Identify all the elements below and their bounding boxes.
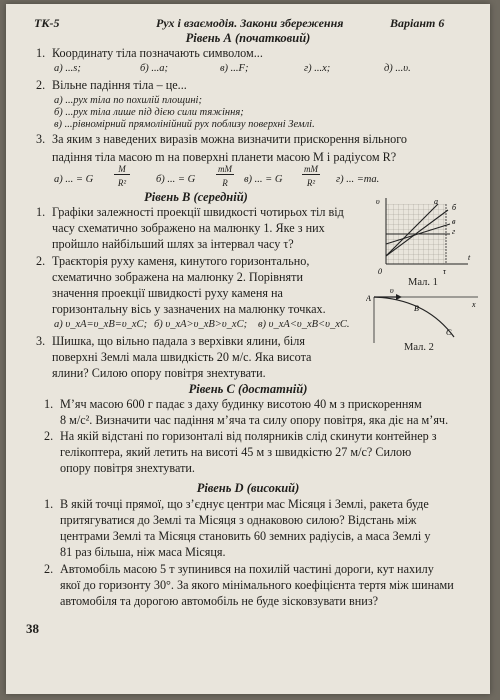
option-a1-a: а) ...s; xyxy=(54,63,81,74)
fraction-a-den: R² xyxy=(117,178,127,188)
fig2-label-b: B xyxy=(414,304,419,313)
option-a3-d: г) ... =ma. xyxy=(336,174,380,185)
level-b-title: Рівень В (середній) xyxy=(144,190,248,204)
worksheet-page xyxy=(6,4,490,694)
question-b3-line1: 3. Шишка, що вільно падала з верхівки ялини, біля xyxy=(36,334,305,348)
question-b3-line2: поверхні Землі мала швидкість 20 м/с. Яка висота xyxy=(52,350,312,364)
worksheet-topic: Рух і взаємодія. Закони збереження xyxy=(156,16,344,30)
level-d-title: Рівень D (високий) xyxy=(196,481,300,495)
question-a1: 1. Координату тіла позначають символом... xyxy=(36,46,263,60)
question-b3-line3: ялини? Силою опору повітря знехтувати. xyxy=(52,366,266,380)
fig1-label-b: б xyxy=(452,203,457,212)
question-d2-line1: 2. Автомобіль масою 5 т зупинився на похилій частині дороги, кут нахилу xyxy=(44,562,434,576)
question-c2-line1: 2. На якій відстані по горизонталі від полярників слід скинути контейнер з xyxy=(44,429,437,443)
fig1-label-a: а xyxy=(434,197,438,206)
figure-1-graph xyxy=(368,194,478,284)
level-c-title: Рівень С (достатній) xyxy=(188,382,308,396)
question-d2-line3: автомобіля та дорогою автомобіль не буде зісковзувати вниз? xyxy=(60,594,379,608)
question-b2-line1: 2. Траєкторія руху каменя, кинутого горизонтально, xyxy=(36,254,310,268)
fig2-v-label: υ xyxy=(390,287,394,295)
figure-2-graph xyxy=(366,287,481,345)
fig1-x-label: t xyxy=(468,253,471,262)
question-b1-line1: 1. Графіки залежності проекції швидкості чотирьох тіл від xyxy=(36,205,344,219)
option-a3-a: а) ... = G xyxy=(54,174,94,185)
fig2-label-c: C xyxy=(446,328,452,337)
fraction-c-num: mM xyxy=(304,164,318,174)
question-b1-line2: часу схематично зображено на малюнку 1. Яке з них xyxy=(52,221,325,235)
question-d1-line2: притягуватися до Землі та Місяця з однаковою силою? Відстань між xyxy=(60,513,417,527)
question-a2: 2. Вільне падіння тіла – це... xyxy=(36,78,187,92)
fig2-label-a: A xyxy=(366,294,371,303)
option-a2-b: б) ...рух тіла лише під дією сили тяжіння; xyxy=(54,107,244,118)
fraction-a-num: M xyxy=(114,164,130,175)
fig1-label-d: г xyxy=(452,227,456,236)
option-a3-c: в) ... = G xyxy=(244,174,283,185)
option-a2-a: а) ...рух тіла по похилій площині; xyxy=(54,95,202,106)
question-d2-line2: якої до горизонту 30°. За якого мінімального коефіцієнта тертя між шинами xyxy=(60,578,454,592)
question-c2-line2: гелікоптера, який летить на висоті 45 м з швидкістю 27 м/с? Силою xyxy=(60,445,412,459)
fig2-x-label: x xyxy=(472,300,476,309)
fig1-y-label: υ xyxy=(376,197,380,206)
question-c1-line1: 1. М’яч масою 600 г падає з даху будинку висотою 40 м з прискоренням xyxy=(44,397,422,411)
question-b2-line2: схематично зображена на малюнку 2. Порівняти xyxy=(52,270,304,284)
question-d1-line1: 1. В якій точці прямої, що з’єднує центри мас Місяця і Землі, ракета буде xyxy=(44,497,429,511)
question-b2-line3: значення проекції швидкості руху каменя на xyxy=(52,286,283,300)
figure-1-caption: Мал. 1 xyxy=(408,277,438,288)
fig2-trajectory xyxy=(374,297,454,337)
option-b2-a: а) υ_xA=υ_xB=υ_xC; xyxy=(54,319,148,330)
worksheet-code: ТК-5 xyxy=(34,16,60,30)
option-a1-e: д) ...υ. xyxy=(384,63,411,74)
question-b2-line4: горизонтальну вісь у зазначених на малюнку точках. xyxy=(52,302,326,316)
fraction-b-den: R xyxy=(222,178,228,188)
fig1-origin-label: 0 xyxy=(378,267,382,276)
fig2-arrow-head xyxy=(396,294,402,300)
option-b2-b: б) υ_xA>υ_xB>υ_xC; xyxy=(154,319,248,330)
question-c2-line3: опору повітря знехтувати. xyxy=(60,461,195,475)
level-a-title: Рівень А (початковий) xyxy=(185,31,311,45)
question-b1-line3: пройшло найбільший шлях за інтервал часу τ? xyxy=(52,237,294,251)
fig1-label-c: в xyxy=(452,217,456,226)
question-a3-line1: 3. За яким з наведених виразів можна визначити прискорення вільного xyxy=(36,132,407,146)
question-c1-line2: 8 м/с². Визначити час падіння м’яча та силу опору повітря, яка діє на м’яч. xyxy=(60,413,449,427)
option-a2-c: в) ...рівномірний прямолінійний рух поблизу поверхні Землі. xyxy=(54,119,315,130)
option-a1-b: б) ...a; xyxy=(140,63,169,74)
fig1-tau-label: τ xyxy=(443,267,446,276)
question-d1-line3: центрами Землі та Місяця становить 60 земних радіусів, а маса Землі у xyxy=(60,529,431,543)
figure-2-caption: Мал. 2 xyxy=(404,342,434,353)
option-a3-b: б) ... = G xyxy=(156,174,196,185)
fraction-c-den: R² xyxy=(306,178,316,188)
option-b2-c: в) υ_xA<υ_xB<υ_xC. xyxy=(258,319,350,330)
question-a3-line2: падіння тіла масою m на поверхні планети масою M і радіусом R? xyxy=(52,150,397,164)
option-a1-d: г) ...x; xyxy=(304,63,331,74)
option-a1-c: в) ...F; xyxy=(220,63,249,74)
question-d1-line4: 81 раз більша, ніж маса Місяця. xyxy=(60,545,226,559)
variant-label: Варіант 6 xyxy=(390,16,445,30)
page-number: 38 xyxy=(26,621,39,636)
fraction-b-num: mM xyxy=(218,164,232,174)
